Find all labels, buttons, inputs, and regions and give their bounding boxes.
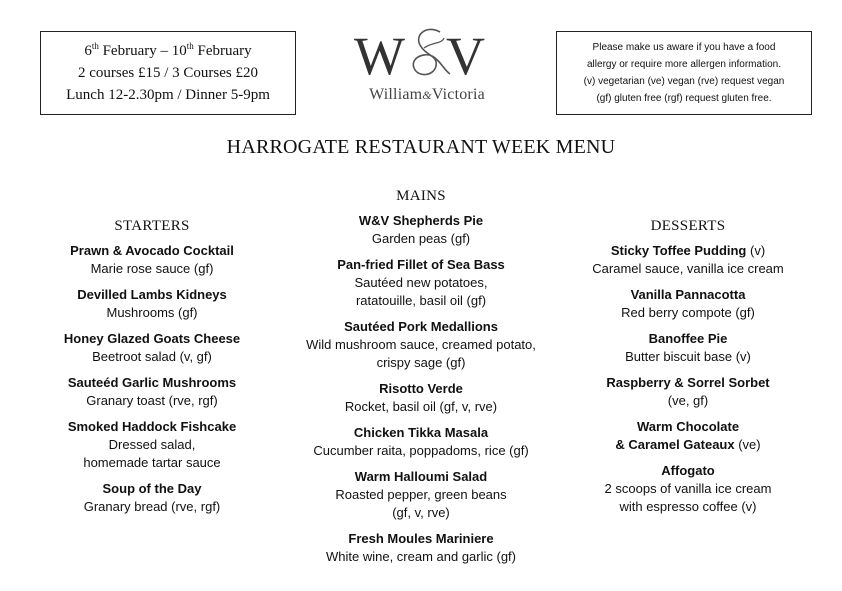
item-desc: White wine, cream and garlic (gf) (325, 549, 516, 564)
menu-item (566, 242, 810, 278)
menu-item (30, 330, 274, 366)
item-desc: Wild mushroom sauce, creamed potato, (306, 337, 536, 352)
item-desc: Rocket, basil oil (gf, v, rve) (344, 399, 498, 414)
item-desc: Caramel sauce, vanilla ice cream (592, 261, 784, 276)
date-range: 6th February – 10th February (84, 41, 252, 59)
item-desc: Sautéed new potatoes, (354, 275, 488, 290)
starters-heading: STARTERS (114, 218, 190, 234)
item-name: Soup of the Day (102, 481, 202, 496)
dates-pricing-box (40, 31, 296, 115)
item-name: Risotto Verde (379, 381, 463, 396)
item-name: Prawn & Avocado Cocktail (70, 243, 234, 258)
item-name: Fresh Moules Mariniere (348, 531, 494, 546)
menu-title: HARROGATE RESTAURANT WEEK MENU (226, 136, 616, 158)
item-desc: Cucumber raita, poppadoms, rice (gf) (313, 443, 529, 458)
item-desc: Mushrooms (gf) (106, 305, 198, 320)
item-name: Warm Chocolate (636, 419, 740, 434)
hours-text: Lunch 12-2.30pm / Dinner 5-9pm (66, 87, 270, 103)
logo-wordmark: William&Victoria (369, 86, 485, 103)
item-name: Warm Halloumi Salad (354, 469, 488, 484)
mains-column (282, 186, 560, 574)
item-desc: (gf, v, rve) (392, 505, 450, 520)
desserts-heading: DESSERTS (650, 218, 726, 234)
allergen-line: (gf) gluten free (rgf) request gluten free. (596, 93, 772, 104)
menu-item (566, 418, 810, 454)
item-desc: Granary bread (rve, rgf) (83, 499, 221, 514)
item-name: Affogato (661, 463, 715, 478)
menu-item (30, 286, 274, 322)
item-name: Raspberry & Sorrel Sorbet (606, 375, 770, 390)
item-desc: Beetroot salad (v, gf) (92, 349, 212, 364)
item-desc: Granary toast (rve, rgf) (86, 393, 218, 408)
item-desc: Roasted pepper, green beans (335, 487, 507, 502)
menu-item (282, 318, 560, 372)
menu-item (30, 374, 274, 410)
menu-item (282, 212, 560, 248)
menu-item (566, 462, 810, 516)
item-name: Sauteéd Garlic Mushrooms (67, 375, 237, 390)
william-victoria-logo (352, 26, 502, 110)
allergen-line: allergy or require more allergen information. (587, 59, 781, 70)
menu-item (30, 242, 274, 278)
mains-heading: MAINS (396, 188, 446, 204)
allergen-info-box (556, 31, 812, 115)
item-desc: crispy sage (gf) (376, 355, 466, 370)
starters-column (30, 216, 274, 524)
item-name: Pan-fried Fillet of Sea Bass (337, 257, 505, 272)
menu-item (282, 380, 560, 416)
item-name: Banoffee Pie (648, 331, 728, 346)
menu-item (30, 418, 274, 472)
item-name: & Caramel Gateaux (ve) (615, 437, 761, 452)
item-name: Chicken Tikka Masala (353, 425, 489, 440)
item-desc: 2 scoops of vanilla ice cream (604, 481, 772, 496)
menu-item (566, 374, 810, 410)
item-desc: (ve, gf) (667, 393, 709, 408)
item-desc: Garden peas (gf) (371, 231, 471, 246)
allergen-line: Please make us aware if you have a food (592, 42, 776, 53)
item-desc: ratatouille, basil oil (gf) (355, 293, 487, 308)
item-name: Sticky Toffee Pudding (v) (610, 243, 766, 258)
item-desc: homemade tartar sauce (83, 455, 221, 470)
menu-item (566, 286, 810, 322)
item-desc: Red berry compote (gf) (621, 305, 755, 320)
item-name: Smoked Haddock Fishcake (67, 419, 237, 434)
pricing-text: 2 courses £15 / 3 Courses £20 (78, 65, 258, 81)
item-desc: Marie rose sauce (gf) (90, 261, 214, 276)
ampersand-flourish (413, 29, 450, 74)
desserts-column (566, 216, 810, 524)
monogram-v: V (446, 26, 485, 82)
menu-item (30, 480, 274, 516)
menu-item (282, 530, 560, 566)
menu-item (282, 256, 560, 310)
item-name: Sautéed Pork Medallions (344, 319, 498, 334)
menu-item (282, 424, 560, 460)
menu-item (566, 330, 810, 366)
item-name: Honey Glazed Goats Cheese (63, 331, 241, 346)
item-name: Vanilla Pannacotta (630, 287, 746, 302)
item-desc: Butter biscuit base (v) (625, 349, 751, 364)
allergen-line: (v) vegetarian (ve) vegan (rve) request vegan (583, 76, 785, 87)
item-desc: Dressed salad, (108, 437, 196, 452)
menu-item (282, 468, 560, 522)
monogram-w: W (354, 26, 405, 82)
item-name: W&V Shepherds Pie (358, 213, 484, 228)
wv-monogram-icon (352, 26, 502, 82)
item-name: Devilled Lambs Kidneys (77, 287, 227, 302)
item-desc: with espresso coffee (v) (619, 499, 757, 514)
